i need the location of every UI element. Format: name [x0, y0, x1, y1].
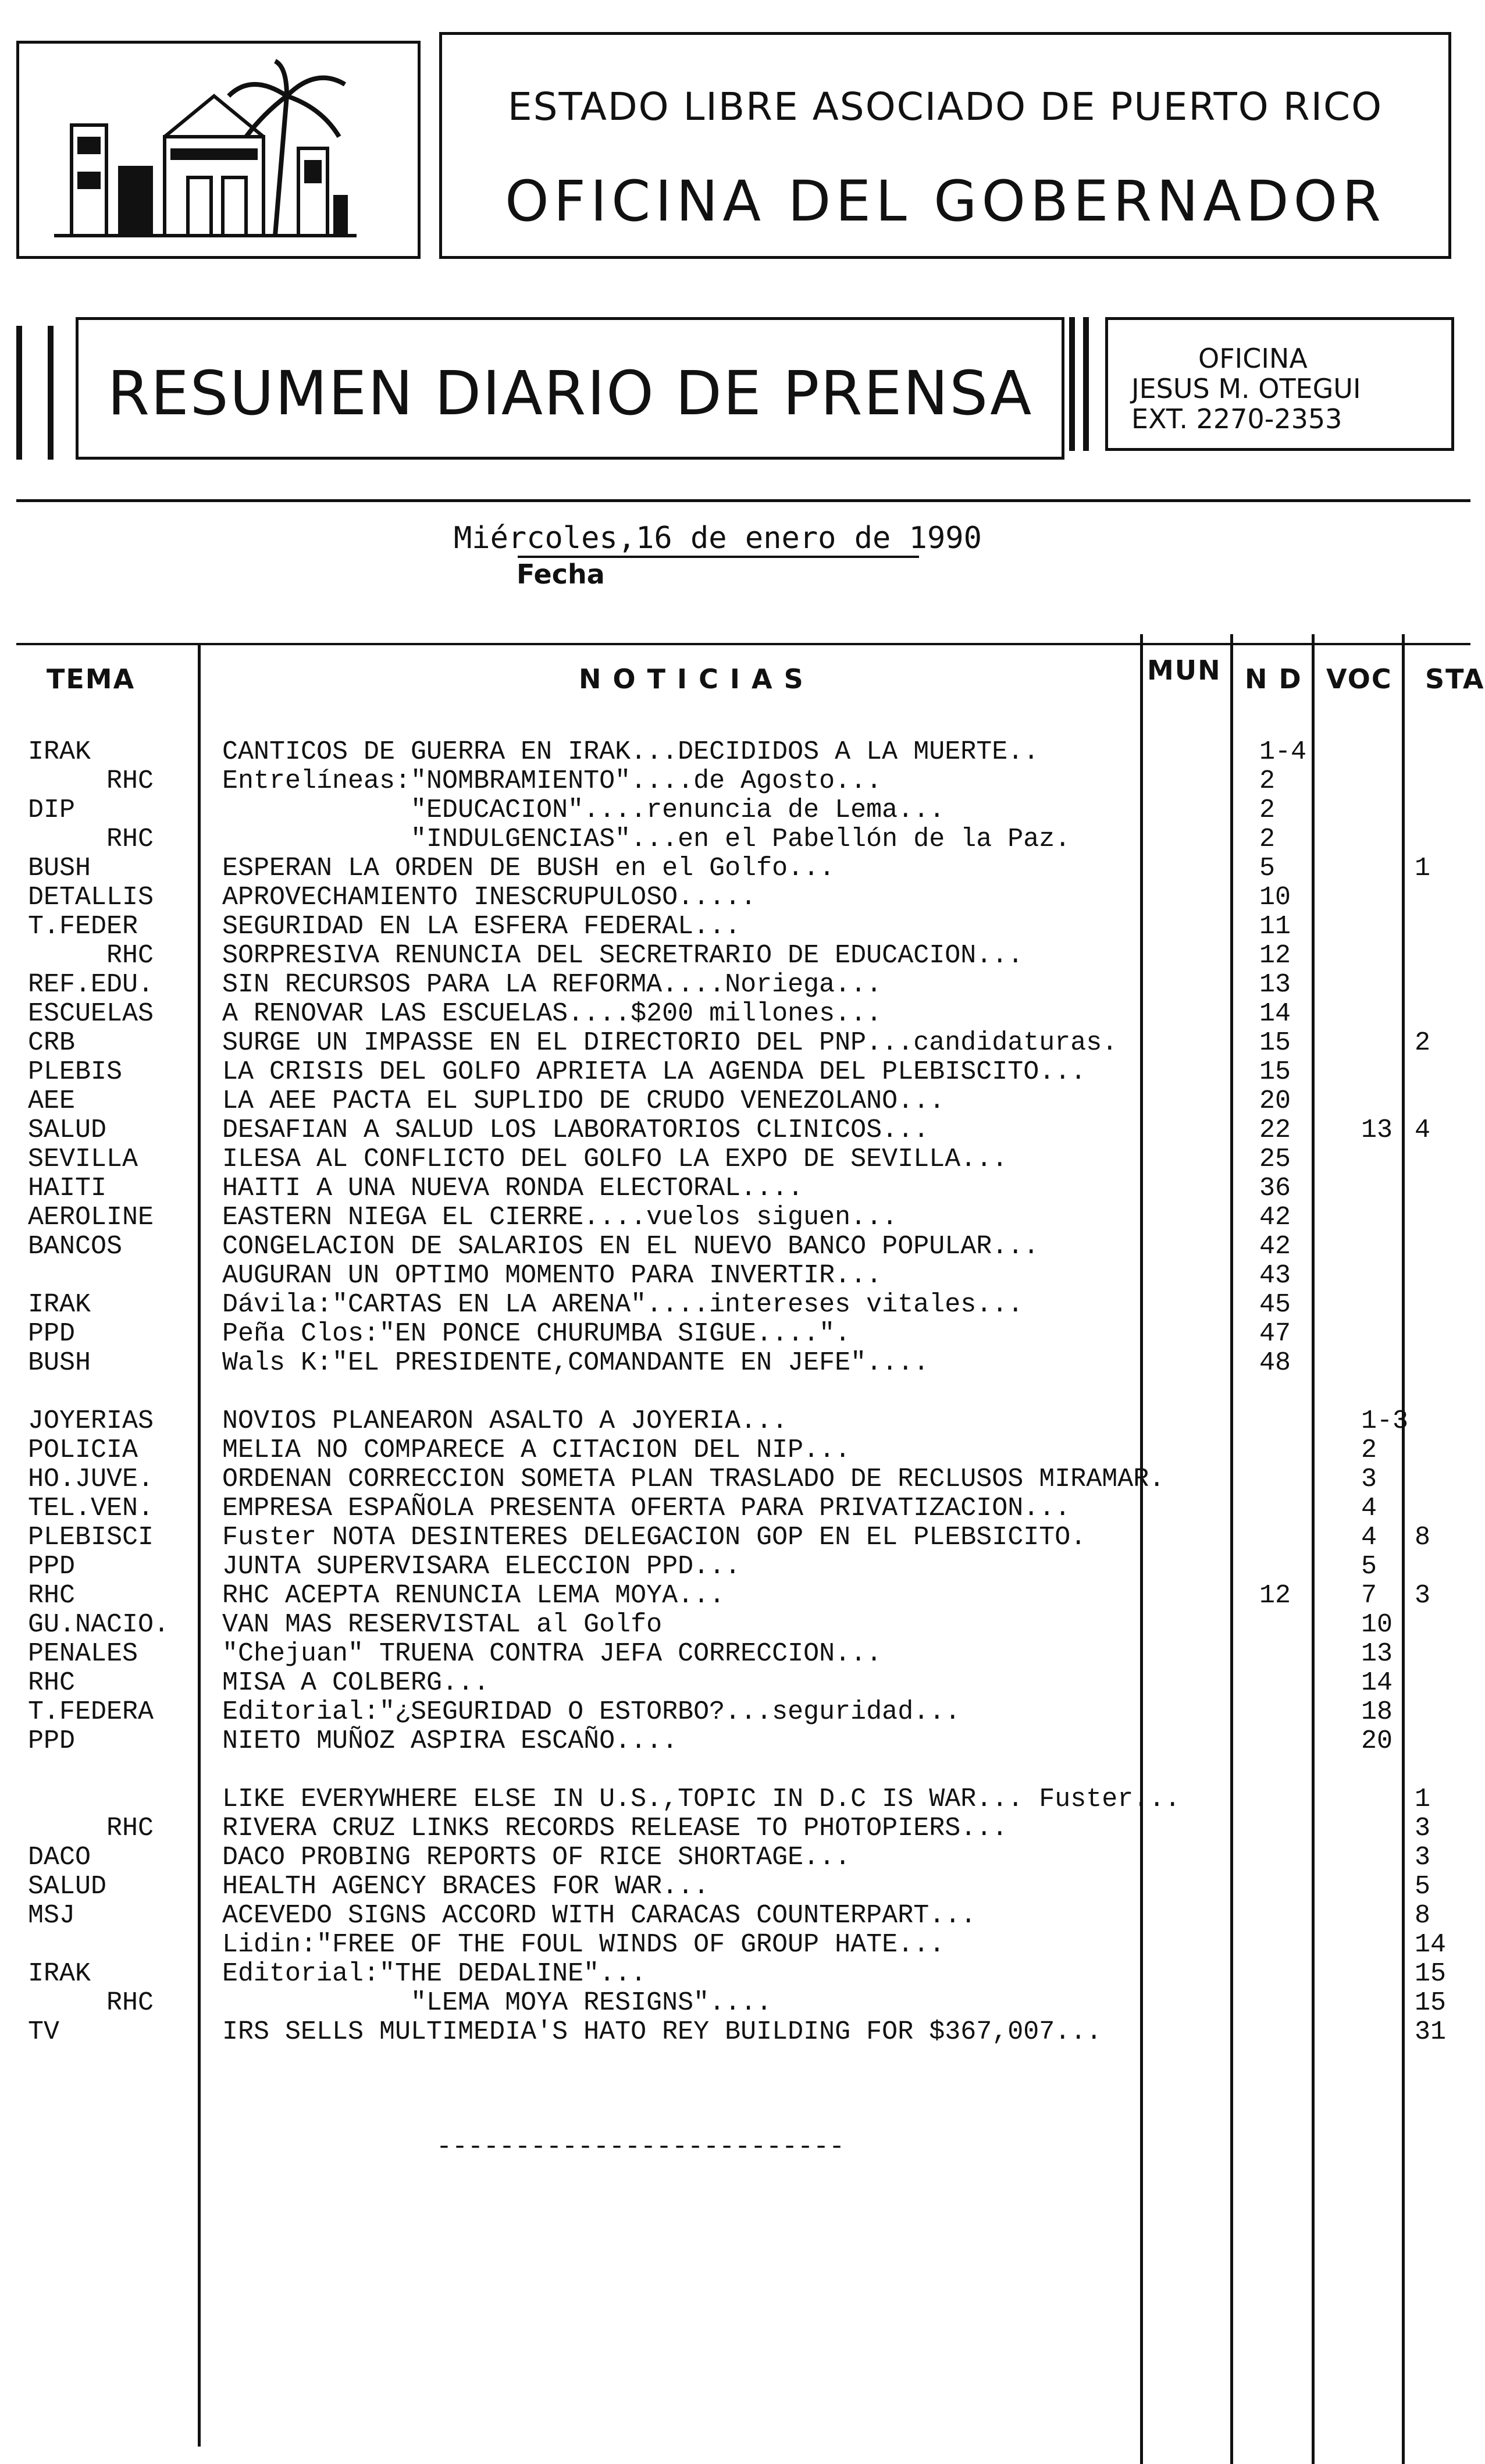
table-row — [0, 767, 1472, 796]
row-nd-page: 2 — [1259, 824, 1276, 854]
row-tema: POLICIA — [28, 1435, 138, 1465]
row-voc-page: 2 — [1361, 1435, 1377, 1465]
row-nd-page: 20 — [1259, 1086, 1291, 1116]
table-row — [0, 1872, 1472, 1901]
row-nd-page: 36 — [1259, 1174, 1291, 1203]
row-sta-page: 1 — [1415, 1784, 1431, 1814]
table-row — [0, 1465, 1472, 1494]
row-tema: CRB — [28, 1028, 76, 1058]
row-tema: DACO — [28, 1843, 91, 1872]
row-headline: MELIA NO COMPARECE A CITACION DEL NIP... — [222, 1435, 851, 1465]
row-headline: APROVECHAMIENTO INESCRUPULOSO..... — [222, 883, 757, 912]
row-tema: SALUD — [28, 1115, 107, 1145]
table-row — [0, 1960, 1472, 1989]
row-nd-page: 22 — [1259, 1115, 1291, 1145]
date-value: Miércoles,16 de enero de 1990 — [454, 521, 982, 556]
row-headline: CONGELACION DE SALARIOS EN EL NUEVO BANCO POPULAR... — [222, 1232, 1039, 1261]
row-headline: RIVERA CRUZ LINKS RECORDS RELEASE TO PHOTOPIERS... — [222, 1814, 1008, 1843]
table-row — [0, 1640, 1472, 1669]
column-header-nd: N D — [1245, 663, 1302, 695]
table-row — [0, 1029, 1472, 1058]
row-tema: IRAK — [28, 1290, 91, 1320]
table-row — [0, 883, 1472, 912]
table-row — [0, 2018, 1472, 2047]
row-tema: JOYERIAS — [28, 1406, 154, 1436]
table-row — [0, 1349, 1472, 1378]
table-row — [0, 1087, 1472, 1116]
column-header-mun: MUN — [1147, 655, 1222, 686]
office-extension: EXT. 2270-2353 — [1131, 403, 1342, 435]
row-tema: PLEBIS — [28, 1057, 123, 1087]
table-row — [0, 941, 1472, 970]
row-headline: SORPRESIVA RENUNCIA DEL SECRETRARIO DE EDUCACION... — [222, 941, 1024, 970]
row-headline: Editorial:"THE DEDALINE"... — [222, 1959, 647, 1989]
table-row — [0, 1320, 1472, 1349]
row-headline: SIN RECURSOS PARA LA REFORMA....Noriega... — [222, 970, 882, 1000]
row-headline: Dávila:"CARTAS EN LA ARENA"....intereses vitales... — [222, 1290, 1024, 1320]
header-separator — [16, 499, 1470, 502]
row-headline: LA AEE PACTA EL SUPLIDO DE CRUDO VENEZOLANO... — [222, 1086, 945, 1116]
row-tema: TV — [28, 2017, 60, 2047]
row-sta-page: 31 — [1415, 2017, 1447, 2047]
row-nd-page: 45 — [1259, 1290, 1291, 1320]
row-sta-page: 1 — [1415, 854, 1431, 883]
row-headline: "EDUCACION"....renuncia de Lema... — [222, 795, 945, 825]
row-tema: HAITI — [28, 1174, 107, 1203]
row-tema: IRAK — [28, 1959, 91, 1989]
row-sta-page: 15 — [1415, 1959, 1447, 1989]
row-headline: DESAFIAN A SALUD LOS LABORATORIOS CLINICOS... — [222, 1115, 930, 1145]
row-nd-page: 25 — [1259, 1144, 1291, 1174]
row-headline: HAITI A UNA NUEVA RONDA ELECTORAL.... — [222, 1174, 804, 1203]
logo-box — [16, 41, 421, 259]
table-row — [0, 1989, 1472, 2018]
row-nd-page: 14 — [1259, 999, 1291, 1029]
row-tema: BUSH — [28, 854, 91, 883]
row-headline: SURGE UN IMPASSE EN EL DIRECTORIO DEL PNP...candidaturas. — [222, 1028, 1118, 1058]
row-tema: BUSH — [28, 1348, 91, 1378]
row-headline: DACO PROBING REPORTS OF RICE SHORTAGE... — [222, 1843, 851, 1872]
banner-title: RESUMEN DIARIO DE PRENSA — [107, 358, 1033, 429]
row-voc-page: 13 — [1361, 1639, 1393, 1669]
table-row — [0, 1698, 1472, 1727]
banner-bar-right-1 — [1069, 317, 1075, 451]
row-headline: EASTERN NIEGA EL CIERRE....vuelos siguen... — [222, 1203, 898, 1232]
row-tema: SALUD — [28, 1872, 107, 1901]
row-tema: RHC — [28, 1581, 76, 1610]
banner-bar-left-1 — [16, 326, 22, 460]
row-tema: PPD — [28, 1552, 76, 1581]
commonwealth-heading: ESTADO LIBRE ASOCIADO DE PUERTO RICO — [507, 84, 1383, 129]
row-headline: Wals K:"EL PRESIDENTE,COMANDANTE EN JEFE".... — [222, 1348, 930, 1378]
table-row — [0, 1203, 1472, 1232]
row-headline: A RENOVAR LAS ESCUELAS....$200 millones... — [222, 999, 882, 1029]
table-row — [0, 1756, 1472, 1785]
row-tema: RHC — [28, 1814, 154, 1843]
row-nd-page: 2 — [1259, 795, 1276, 825]
table-row — [0, 825, 1472, 854]
row-tema: RHC — [28, 766, 154, 796]
row-headline: MISA A COLBERG... — [222, 1668, 490, 1698]
footer-rule: -------------------------- — [436, 2132, 845, 2162]
row-tema: BANCOS — [28, 1232, 123, 1261]
table-row — [0, 1523, 1472, 1552]
fortaleza-logo-icon — [54, 61, 357, 241]
table-row — [0, 1901, 1472, 1930]
table-row — [0, 1058, 1472, 1087]
office-title-box — [439, 32, 1451, 259]
date-label: Fecha — [517, 559, 605, 590]
table-row — [0, 738, 1472, 767]
row-headline: "INDULGENCIAS"...en el Pabellón de la Paz. — [222, 824, 1071, 854]
row-tema: IRAK — [28, 737, 91, 767]
table-row — [0, 1581, 1472, 1610]
row-voc-page: 1-3 — [1361, 1406, 1409, 1436]
date-underline — [518, 556, 919, 558]
row-voc-page: 13 — [1361, 1115, 1393, 1145]
table-row — [0, 1232, 1472, 1261]
row-tema: GU.NACIO. — [28, 1610, 170, 1640]
table-row — [0, 1261, 1472, 1290]
row-voc-page: 5 — [1361, 1552, 1377, 1581]
table-row — [0, 1290, 1472, 1320]
row-headline: NOVIOS PLANEARON ASALTO A JOYERIA... — [222, 1406, 788, 1436]
row-tema: PPD — [28, 1319, 76, 1349]
row-tema: PLEBISCI — [28, 1523, 154, 1552]
row-headline: AUGURAN UN OPTIMO MOMENTO PARA INVERTIR... — [222, 1261, 882, 1290]
row-nd-page: 43 — [1259, 1261, 1291, 1290]
row-tema: PPD — [28, 1726, 76, 1756]
table-row — [0, 1000, 1472, 1029]
row-headline: HEALTH AGENCY BRACES FOR WAR... — [222, 1872, 710, 1901]
table-row — [0, 1930, 1472, 1960]
row-sta-page: 8 — [1415, 1523, 1431, 1552]
table-row — [0, 1843, 1472, 1872]
office-contact-box — [1105, 317, 1454, 451]
row-sta-page: 3 — [1415, 1814, 1431, 1843]
row-sta-page: 3 — [1415, 1581, 1431, 1610]
table-row — [0, 1436, 1472, 1465]
row-headline: Lidin:"FREE OF THE FOUL WINDS OF GROUP HATE... — [222, 1930, 945, 1960]
row-sta-page: 5 — [1415, 1872, 1431, 1901]
banner-box — [76, 317, 1064, 460]
office-label: OFICINA — [1198, 343, 1308, 374]
row-nd-page: 10 — [1259, 883, 1291, 912]
row-headline: LIKE EVERYWHERE ELSE IN U.S.,TOPIC IN D.C IS WAR... Fuster... — [222, 1784, 1181, 1814]
row-headline: VAN MAS RESERVISTAL al Golfo — [222, 1610, 663, 1640]
row-tema: T.FEDERA — [28, 1697, 154, 1727]
row-headline: IRS SELLS MULTIMEDIA'S HATO REY BUILDING FOR $367,007... — [222, 2017, 1102, 2047]
table-row — [0, 1552, 1472, 1581]
row-headline: "Chejuan" TRUENA CONTRA JEFA CORRECCION... — [222, 1639, 882, 1669]
row-nd-page: 15 — [1259, 1057, 1291, 1087]
row-tema: RHC — [28, 941, 154, 970]
row-sta-page: 14 — [1415, 1930, 1447, 1960]
row-headline: EMPRESA ESPAÑOLA PRESENTA OFERTA PARA PRIVATIZACION... — [222, 1494, 1071, 1523]
row-tema: DIP — [28, 795, 76, 825]
row-tema: RHC — [28, 824, 154, 854]
row-tema: PENALES — [28, 1639, 138, 1669]
row-sta-page: 15 — [1415, 1988, 1447, 2018]
row-sta-page: 3 — [1415, 1843, 1431, 1872]
table-row — [0, 1669, 1472, 1698]
row-tema: RHC — [28, 1988, 154, 2018]
column-header-noticias: N O T I C I A S — [579, 663, 804, 695]
row-nd-page: 42 — [1259, 1203, 1291, 1232]
row-voc-page: 20 — [1361, 1726, 1393, 1756]
table-top-rule — [16, 643, 1470, 645]
row-headline: LA CRISIS DEL GOLFO APRIETA LA AGENDA DEL PLEBISCITO... — [222, 1057, 1087, 1087]
row-tema: TEL.VEN. — [28, 1494, 154, 1523]
row-nd-page: 47 — [1259, 1319, 1291, 1349]
row-tema: REF.EDU. — [28, 970, 154, 1000]
table-row — [0, 1814, 1472, 1843]
row-nd-page: 5 — [1259, 854, 1276, 883]
row-headline: SEGURIDAD EN LA ESFERA FEDERAL... — [222, 912, 741, 941]
row-tema: SEVILLA — [28, 1144, 138, 1174]
table-row — [0, 1407, 1472, 1436]
row-headline: JUNTA SUPERVISARA ELECCION PPD... — [222, 1552, 741, 1581]
row-headline: NIETO MUÑOZ ASPIRA ESCAÑO.... — [222, 1726, 678, 1756]
row-nd-page: 11 — [1259, 912, 1291, 941]
row-voc-page: 4 — [1361, 1523, 1377, 1552]
table-row — [0, 970, 1472, 1000]
row-tema: ESCUELAS — [28, 999, 154, 1029]
table-row — [0, 1785, 1472, 1814]
table-row — [0, 1494, 1472, 1523]
table-row — [0, 1727, 1472, 1756]
table-row — [0, 854, 1472, 883]
row-tema: MSJ — [28, 1901, 76, 1930]
row-voc-page: 3 — [1361, 1464, 1377, 1494]
row-sta-page: 4 — [1415, 1115, 1431, 1145]
row-headline: "LEMA MOYA RESIGNS".... — [222, 1988, 772, 2018]
row-voc-page: 14 — [1361, 1668, 1393, 1698]
row-nd-page: 42 — [1259, 1232, 1291, 1261]
column-header-tema: TEMA — [47, 663, 136, 695]
banner-bar-right-2 — [1083, 317, 1089, 451]
table-row — [0, 1116, 1472, 1145]
table-row — [0, 1378, 1472, 1407]
row-headline: Fuster NOTA DESINTERES DELEGACION GOP EN EL PLEBSICITO. — [222, 1523, 1087, 1552]
row-voc-page: 4 — [1361, 1494, 1377, 1523]
row-headline: Entrelíneas:"NOMBRAMIENTO"....de Agosto... — [222, 766, 882, 796]
row-headline: CANTICOS DE GUERRA EN IRAK...DECIDIDOS A LA MUERTE.. — [222, 737, 1039, 767]
row-nd-page: 2 — [1259, 766, 1276, 796]
table-row — [0, 1145, 1472, 1174]
row-tema: HO.JUVE. — [28, 1464, 154, 1494]
governor-office-heading: OFICINA DEL GOBERNADOR — [505, 169, 1386, 234]
row-voc-page: 7 — [1361, 1581, 1377, 1610]
row-tema: AEE — [28, 1086, 76, 1116]
table-row — [0, 912, 1472, 941]
row-nd-page: 1-4 — [1259, 737, 1307, 767]
table-row — [0, 1174, 1472, 1203]
row-nd-page: 12 — [1259, 941, 1291, 970]
office-person: JESUS M. OTEGUI — [1131, 373, 1361, 404]
row-tema: RHC — [28, 1668, 76, 1698]
row-sta-page: 8 — [1415, 1901, 1431, 1930]
row-nd-page: 13 — [1259, 970, 1291, 1000]
row-headline: ILESA AL CONFLICTO DEL GOLFO LA EXPO DE SEVILLA... — [222, 1144, 1008, 1174]
column-header-sta: STA — [1425, 663, 1485, 695]
row-nd-page: 48 — [1259, 1348, 1291, 1378]
row-headline: Editorial:"¿SEGURIDAD O ESTORBO?...seguridad... — [222, 1697, 961, 1727]
row-nd-page: 12 — [1259, 1581, 1291, 1610]
row-voc-page: 18 — [1361, 1697, 1393, 1727]
row-headline: ESPERAN LA ORDEN DE BUSH en el Golfo... — [222, 854, 835, 883]
table-row — [0, 1610, 1472, 1640]
row-nd-page: 15 — [1259, 1028, 1291, 1058]
banner-bar-left-2 — [48, 326, 54, 460]
row-tema: DETALLIS — [28, 883, 154, 912]
row-headline: ORDENAN CORRECCION SOMETA PLAN TRASLADO DE RECLUSOS MIRAMAR. — [222, 1464, 1165, 1494]
table-row — [0, 796, 1472, 825]
row-headline: Peña Clos:"EN PONCE CHURUMBA SIGUE....". — [222, 1319, 851, 1349]
row-headline: RHC ACEPTA RENUNCIA LEMA MOYA... — [222, 1581, 725, 1610]
row-headline: ACEVEDO SIGNS ACCORD WITH CARACAS COUNTERPART... — [222, 1901, 977, 1930]
row-tema: T.FEDER — [28, 912, 138, 941]
column-header-voc: VOC — [1326, 663, 1393, 695]
row-sta-page: 2 — [1415, 1028, 1431, 1058]
row-voc-page: 10 — [1361, 1610, 1393, 1640]
row-tema: AEROLINE — [28, 1203, 154, 1232]
